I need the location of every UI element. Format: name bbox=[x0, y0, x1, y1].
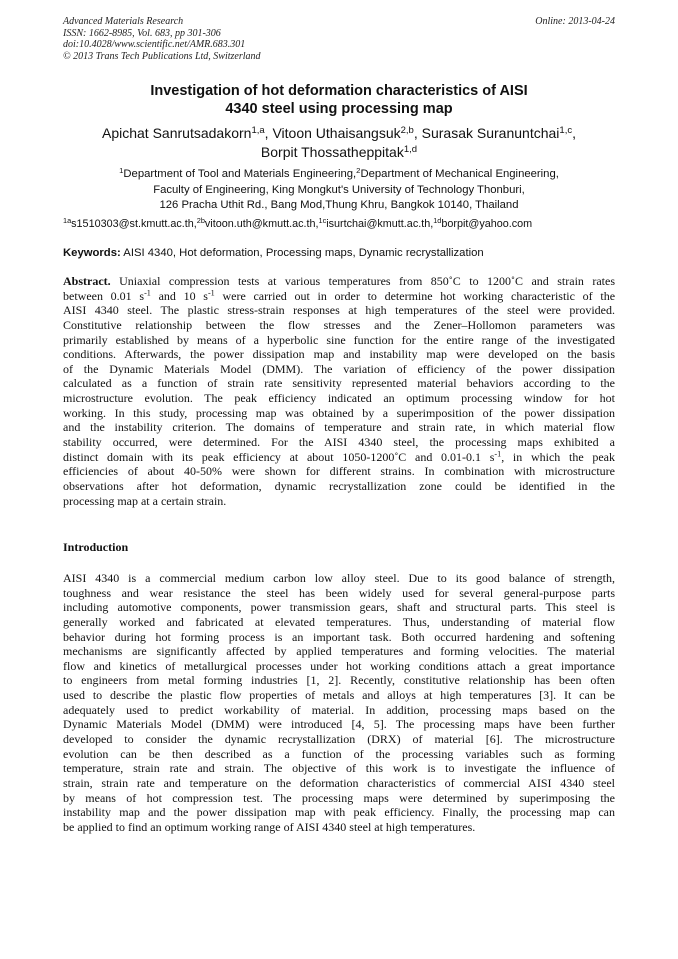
email-address[interactable]: s1510303@st.kmutt.ac.th bbox=[71, 218, 194, 230]
abstract-line: AISI 4340 steel. The plastic stress-strain responses at high temperatures of the steel were provided. bbox=[63, 303, 615, 318]
affiliation-mark: 2 bbox=[356, 165, 361, 175]
abstract-label: Abstract. bbox=[63, 274, 111, 288]
title-line: 4340 steel using processing map bbox=[225, 101, 453, 117]
email-address[interactable]: vitoon.uth@kmutt.ac.th bbox=[204, 218, 316, 230]
intro-line: temperature, strain rate and strain. The objective of this work is to investigate the influence of bbox=[63, 761, 615, 776]
abstract-line: primarily established by means of a hyperbolic sine function for the entire range of the investigated bbox=[63, 332, 615, 347]
abstract-line: conditions. Afterwards, the power dissipation map and instability map were developed on the basis bbox=[63, 347, 615, 362]
affiliation-text: Department of Tool and Materials Engineering, bbox=[123, 168, 357, 180]
email-address[interactable]: borpit@yahoo.com bbox=[441, 218, 533, 230]
abstract-line: microstructure evolution. The peak efficiency indicated an optimum processing window for hot bbox=[63, 391, 615, 406]
journal-doi: doi:10.4028/www.scientific.net/AMR.683.301 bbox=[63, 39, 246, 50]
author-affiliation-mark: 1,c bbox=[559, 124, 573, 136]
intro-line: AISI 4340 is a commercial medium carbon low alloy steel. Due to its good balance of strength, bbox=[63, 571, 615, 585]
abstract-line: observations after hot deformation, dynamic recrystallization zone could be identified in the bbox=[63, 478, 615, 493]
author-name: Apichat Sanrutsadakorn bbox=[102, 125, 252, 141]
journal-issn: ISSN: 1662-8985, Vol. 683, pp 301-306 bbox=[63, 27, 221, 39]
affiliation-line bbox=[63, 167, 615, 183]
intro-line: developed to consider the dynamic recrystallization (DRX) of material [6]. The microstructure bbox=[63, 732, 615, 747]
intro-line: flow and kinetics of metallurgical processes under hot working conditions attach a great importance bbox=[63, 658, 615, 673]
intro-line: adequately used to predict workability of material. In addition, processing maps based on the bbox=[63, 702, 615, 717]
affiliation-mark: 1 bbox=[119, 165, 124, 175]
journal-header bbox=[63, 16, 615, 62]
abstract-text: between 0.01 s bbox=[63, 288, 145, 303]
abstract-line: working. In this study, processing map was obtained by a superimposition of the power dissipation bbox=[63, 405, 615, 420]
abstract-text: and 10 s bbox=[158, 288, 208, 303]
intro-line: toughness and wear resistance the steel has been widely used for several general-purpose parts bbox=[63, 585, 615, 600]
intro-line: Dynamic Materials Model (DMM) were introduced [4, 5]. The processing maps have been further bbox=[63, 717, 615, 732]
author-affiliation-mark: 2,b bbox=[400, 124, 414, 136]
email-separator: , bbox=[315, 218, 319, 230]
paper-title bbox=[63, 82, 615, 118]
email-separator: , bbox=[193, 218, 197, 230]
title-line: Investigation of hot deformation characteristics of AISI bbox=[150, 83, 528, 99]
email-separator: , bbox=[430, 218, 434, 230]
abstract-line: of the Dynamic Materials Model (DMM). The variation of efficiency of the power dissipation bbox=[63, 361, 615, 376]
author-affiliation-mark: 1,d bbox=[403, 143, 418, 155]
email-mark: 1a bbox=[63, 215, 72, 225]
author-emails bbox=[63, 217, 623, 231]
intro-line: evolution can be then described as a function of the processing variables such as forming bbox=[63, 746, 615, 761]
affiliation-line: Faculty of Engineering, King Mongkut's University of Technology Thonburi, bbox=[153, 183, 525, 196]
abstract-line bbox=[63, 450, 615, 465]
author-list bbox=[58, 124, 620, 162]
introduction-body bbox=[63, 571, 615, 835]
abstract-text: distinct domain with its peak efficiency at about 1050-1200˚C and 0.01-0.1 s bbox=[63, 449, 495, 464]
abstract-line: calculated as a function of strain rate sensitivity represented material behaviors according to the bbox=[63, 376, 615, 391]
author-separator: , bbox=[413, 125, 422, 141]
abstract-line: and the instability criterion. The domains of temperature and strain rate, in which material flow bbox=[63, 420, 615, 435]
intro-line: to engineers from metal forming industries [1, 2]. Recently, constitutive relationship has been often bbox=[63, 673, 615, 688]
intro-line: used to describe the plastic flow properties of metals and alloys at high temperatures [3]. It can be bbox=[63, 688, 615, 703]
keywords-text: AISI 4340, Hot deformation, Processing maps, Dynamic recrystallization bbox=[123, 247, 484, 259]
intro-line: by means of hot compression test. The processing maps were determined by superimposing the bbox=[63, 790, 615, 805]
keywords bbox=[63, 246, 615, 260]
author-line bbox=[58, 143, 620, 162]
abstract-text: , in which the peak bbox=[501, 449, 615, 464]
intro-line: instability map and the power dissipation map with peak efficiency. Finally, the processing map can bbox=[63, 805, 615, 820]
abstract-text: Uniaxial compression tests at various temperatures from 850˚C to 1200˚C and strain rates bbox=[119, 274, 615, 288]
affiliation-line: 126 Pracha Uthit Rd., Bang Mod,Thung Khru, Bangkok 10140, Thailand bbox=[159, 199, 519, 211]
affiliations bbox=[63, 167, 615, 214]
author-separator: , bbox=[572, 125, 576, 141]
email-address[interactable]: isurtchai@kmutt.ac.th bbox=[326, 218, 431, 230]
affiliation-text: Department of Mechanical Engineering, bbox=[360, 168, 559, 180]
intro-line: mechanisms are significantly affected by applied temperatures and forming velocities. The material bbox=[63, 644, 615, 659]
abstract-line: Constitutive relationship between the flow stresses and the Zener–Hollomon parameters was bbox=[63, 317, 615, 332]
author-name: Borpit Thossatheppitak bbox=[260, 144, 404, 160]
journal-copyright: © 2013 Trans Tech Publications Ltd, Switzerland bbox=[63, 50, 261, 62]
email-mark: 1d bbox=[433, 215, 442, 225]
keywords-label: Keywords: bbox=[63, 247, 121, 259]
intro-line: strain, strain rate and temperature on the deformation characteristics of commercial AISI 4340 steel bbox=[63, 775, 615, 790]
abstract-line bbox=[63, 289, 615, 304]
introduction-heading: Introduction bbox=[63, 540, 129, 554]
abstract bbox=[63, 274, 615, 508]
author-name: Surasak Suranuntchai bbox=[421, 125, 560, 141]
email-mark: 2b bbox=[196, 215, 205, 225]
abstract-line: efficiencies of about 40-50% were shown for different strains. In combination with microstructure bbox=[63, 464, 615, 479]
superscript: -1 bbox=[144, 288, 151, 298]
abstract-line: stability occurred, were determined. For the AISI 4340 steel, the processing maps exhibited a bbox=[63, 435, 615, 450]
superscript: -1 bbox=[494, 449, 502, 459]
abstract-text: were carried out in order to determine hot working characteristic of the bbox=[222, 288, 615, 303]
abstract-line: processing map at a certain strain. bbox=[63, 493, 227, 508]
author-separator: , bbox=[264, 125, 273, 141]
intro-line: be applied to find an optimum working range of AISI 4340 steel at high temperatures. bbox=[63, 819, 476, 834]
email-mark: 1c bbox=[318, 215, 327, 225]
intro-line: including automotive components, power transmission gears, shaft and structural parts. This steel is bbox=[63, 600, 615, 615]
author-affiliation-mark: 1,a bbox=[251, 124, 265, 136]
online-date: Online: 2013-04-24 bbox=[535, 16, 615, 27]
superscript: -1 bbox=[207, 288, 215, 298]
intro-line: generally worked and fabricated at elevated temperatures. Thus, understanding of material flow bbox=[63, 614, 615, 629]
abstract-line bbox=[63, 274, 615, 289]
journal-name: Advanced Materials Research bbox=[63, 16, 184, 27]
author-name: Vitoon Uthaisangsuk bbox=[272, 125, 401, 141]
intro-line: behavior during hot forming process is an important task. Both occurred hardening and softening bbox=[63, 629, 615, 644]
author-line bbox=[58, 124, 620, 143]
